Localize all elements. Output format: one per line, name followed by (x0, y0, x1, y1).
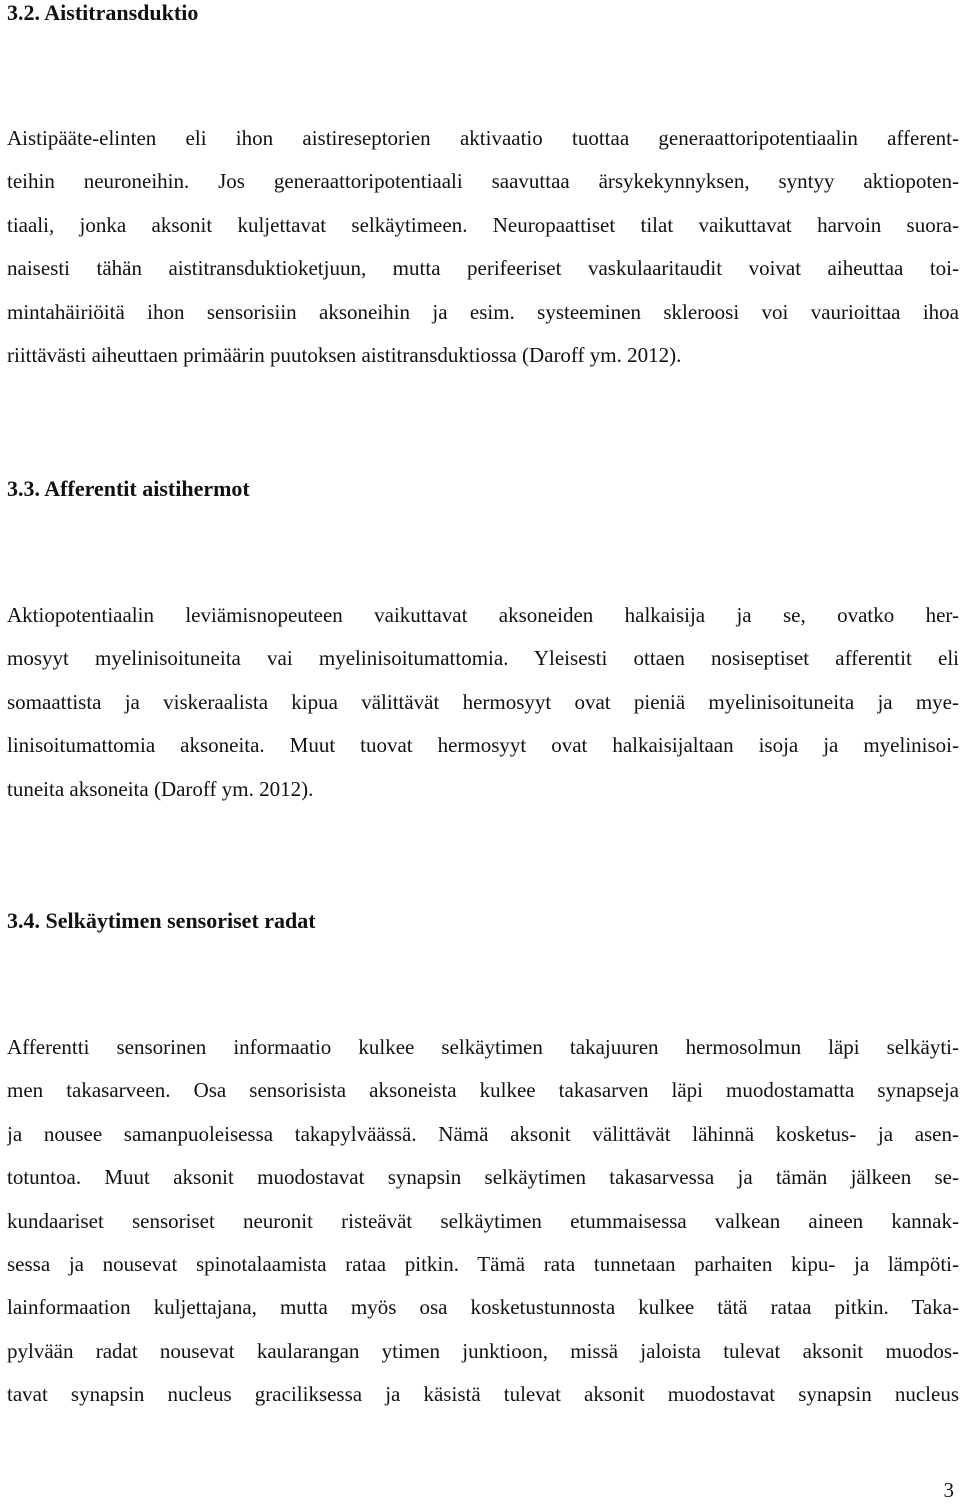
section-heading-3-3: 3.3. Afferentit aistihermot (7, 476, 250, 501)
section-heading-3-2: 3.2. Aistitransduktio (7, 0, 199, 25)
text-line: Afferentti sensorinen informaatio kulkee selkäytimen takajuuren hermosolmun läpi selkäyti- (7, 1035, 959, 1059)
text-line: teihin neuroneihin. Jos generaattoripotentiaali saavuttaa ärsykekynnyksen, syntyy aktiopoten- (7, 169, 959, 194)
paragraph-aistitransduktio (7, 117, 959, 377)
paragraph-sensoriset-radat (7, 1026, 959, 1417)
text-line: mosyyt myelinisoituneita vai myelinisoitumattomia. Yleisesti ottaen nosiseptiset afferentit eli (7, 646, 959, 671)
text-line: pylvään radat nousevat kaularangan ytimen junktioon, missä jaloista tulevat aksonit muodos- (7, 1338, 959, 1363)
paragraph-afferentit-aistihermot (7, 594, 959, 811)
text-line: lainformaation kuljettajana, mutta myös osa kosketustunnosta kulkee tätä rataa pitkin. Taka- (7, 1295, 959, 1320)
text-line: ja nousee samanpuoleisessa takapylväässä. Nämä aksonit välittävät lähinnä kosketus- ja asen- (7, 1121, 959, 1146)
text-line: men takasarveen. Osa sensorisista aksoneista kulkee takasarven läpi muodostamatta synapseja (7, 1078, 959, 1103)
text-line: tuneita aksoneita (Daroff ym. 2012). (7, 776, 314, 801)
text-line: linisoitumattomia aksoneita. Muut tuovat hermosyyt ovat halkaisijaltaan isoja ja myelinisoi- (7, 733, 959, 758)
page-number: 3 (943, 1478, 954, 1502)
text-line: kundaariset sensoriset neuronit risteävät selkäytimen etummaisessa valkean aineen kannak- (7, 1208, 959, 1233)
text-line: tavat synapsin nucleus graciliksessa ja käsistä tulevat aksonit muodostavat synapsin nucleus (7, 1382, 959, 1407)
text-line: Aistipääte-elinten eli ihon aistireseptorien aktivaatio tuottaa generaattoripotentiaalin afferent- (7, 126, 959, 150)
text-line: sessa ja nousevat spinotalaamista rataa pitkin. Tämä rata tunnetaan parhaiten kipu- ja lämpöti- (7, 1251, 959, 1276)
section-heading-3-4: 3.4. Selkäytimen sensoriset radat (7, 908, 316, 933)
text-line: tiaali, jonka aksonit kuljettavat selkäytimeen. Neuropaattiset tilat vaikuttavat harvoin suora- (7, 212, 959, 237)
text-line: Aktiopotentiaalin leviämisnopeuteen vaikuttavat aksoneiden halkaisija ja se, ovatko her- (7, 603, 959, 627)
text-line: totuntoa. Muut aksonit muodostavat synapsin selkäytimen takasarvessa ja tämän jälkeen se- (7, 1165, 959, 1190)
text-line: mintahäiriöitä ihon sensorisiin aksoneihin ja esim. systeeminen skleroosi voi vaurioittaa ihoa (7, 299, 959, 324)
text-line: naisesti tähän aistitransduktioketjuun, mutta perifeeriset vaskulaaritaudit voivat aiheuttaa toi- (7, 256, 959, 281)
text-line: riittävästi aiheuttaen primäärin puutoksen aistitransduktiossa (Daroff ym. 2012). (7, 342, 682, 367)
text-line: somaattista ja viskeraalista kipua välittävät hermosyyt ovat pieniä myelinisoituneita ja mye- (7, 689, 959, 714)
